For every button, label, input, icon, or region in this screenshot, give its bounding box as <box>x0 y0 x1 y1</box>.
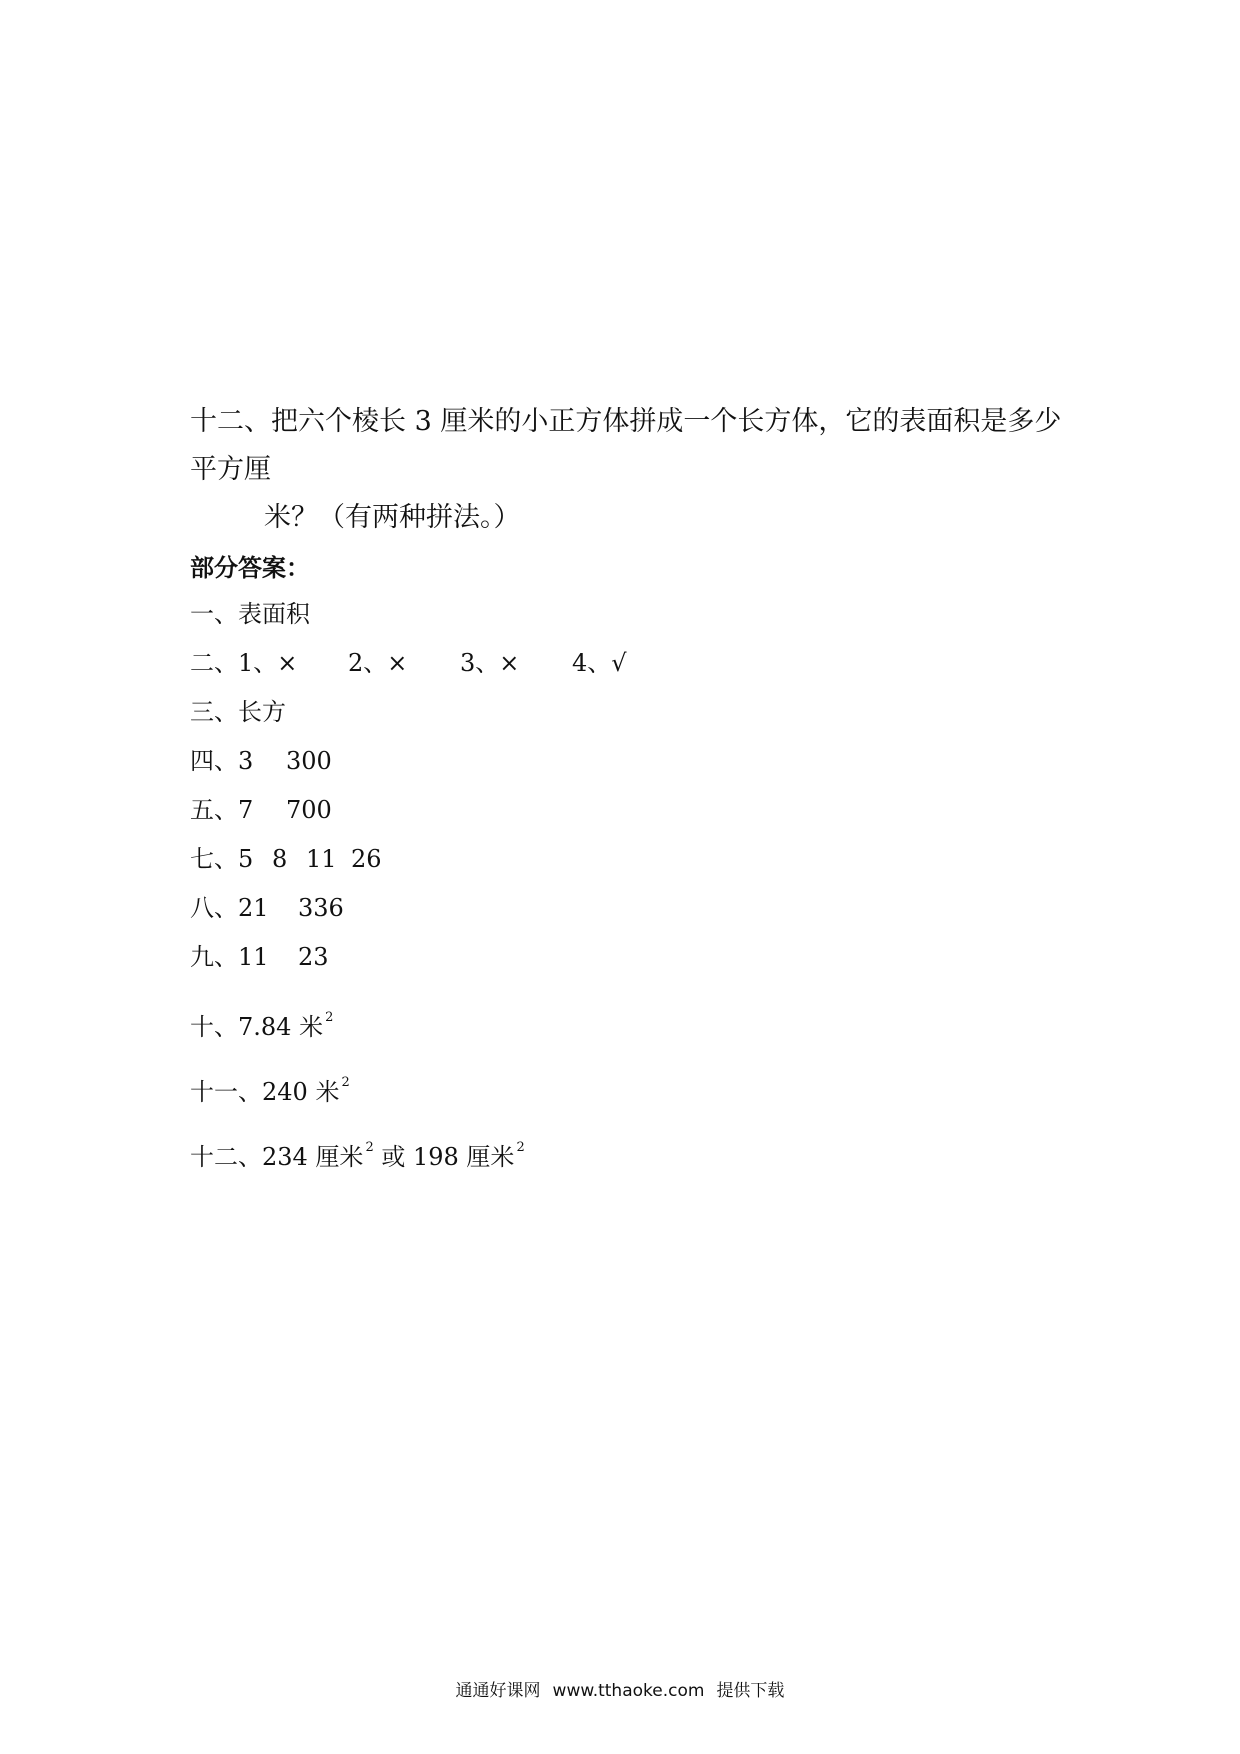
answer-7-part-1: 5 <box>238 845 254 873</box>
answer-7-part-3: 11 <box>306 845 337 873</box>
answer-3-prefix: 三、 <box>190 698 238 726</box>
answer-8-prefix: 八、 <box>190 894 238 922</box>
question-line-2: 米？（有两种拼法。） <box>264 502 521 533</box>
answer-8-part-2: 336 <box>298 894 344 922</box>
answer-7-part-4: 26 <box>351 845 382 873</box>
answer-12 <box>190 1132 525 1173</box>
answer-11-prefix: 十一、 <box>190 1078 262 1106</box>
answer-11-superscript: 2 <box>341 1075 350 1090</box>
answer-3 <box>190 696 286 728</box>
answer-7-part-2: 8 <box>272 845 288 873</box>
answer-12-text: 234 厘米 <box>262 1143 364 1171</box>
answer-12-superscript: 2 <box>365 1140 374 1155</box>
answer-12-prefix: 十二、 <box>190 1143 262 1171</box>
answer-3-part-1: 长方 <box>238 698 286 726</box>
footer <box>0 1676 1240 1701</box>
answer-5-prefix: 五、 <box>190 796 238 824</box>
answer-11-text: 240 米 <box>262 1078 340 1106</box>
answer-2-prefix: 二、 <box>190 649 238 677</box>
answer-10-superscript: 2 <box>325 1010 334 1025</box>
answer-9-prefix: 九、 <box>190 943 238 971</box>
answer-4-part-2: 300 <box>286 747 332 775</box>
answer-5-part-2: 700 <box>286 796 332 824</box>
answer-7 <box>190 843 382 875</box>
answer-4 <box>190 745 332 777</box>
answers-title: 部分答案： <box>190 554 310 582</box>
footer-action: 提供下载 <box>716 1681 785 1701</box>
answer-8 <box>190 892 344 924</box>
answer-11 <box>190 1067 350 1108</box>
answer-12-superscript-2: 2 <box>516 1140 525 1155</box>
answer-9 <box>190 941 329 973</box>
answer-2-part-4: 4、√ <box>572 649 627 677</box>
answer-9-part-1: 11 <box>238 943 269 971</box>
answer-2-part-3: 3、× <box>460 649 520 677</box>
question-line-1: 十二、把六个棱长 3 厘米的小正方体拼成一个长方体，它的表面积是多少平方厘 <box>190 406 1062 485</box>
answer-1 <box>190 598 310 630</box>
answer-5 <box>190 794 332 826</box>
answer-7-prefix: 七、 <box>190 845 238 873</box>
answer-12-text-2: 或 198 厘米 <box>381 1143 515 1171</box>
answer-2-part-2: 2、× <box>348 649 408 677</box>
footer-site-name: 通通好课网 <box>455 1681 541 1701</box>
answer-5-part-1: 7 <box>238 796 254 824</box>
answer-4-part-1: 3 <box>238 747 254 775</box>
answer-2-part-1: 1、× <box>238 649 298 677</box>
answer-10-text: 7.84 米 <box>238 1013 324 1041</box>
answer-4-prefix: 四、 <box>190 747 238 775</box>
answer-9-part-2: 23 <box>298 943 329 971</box>
question-twelve <box>190 398 1070 542</box>
answer-8-part-1: 21 <box>238 894 269 922</box>
answer-1-prefix: 一、 <box>190 600 238 628</box>
footer-url[interactable]: www.tthaoke.com <box>552 1681 705 1701</box>
answer-1-part-1: 表面积 <box>238 600 310 628</box>
answer-10 <box>190 1002 333 1043</box>
answer-10-prefix: 十、 <box>190 1013 238 1041</box>
answer-2 <box>190 647 627 679</box>
